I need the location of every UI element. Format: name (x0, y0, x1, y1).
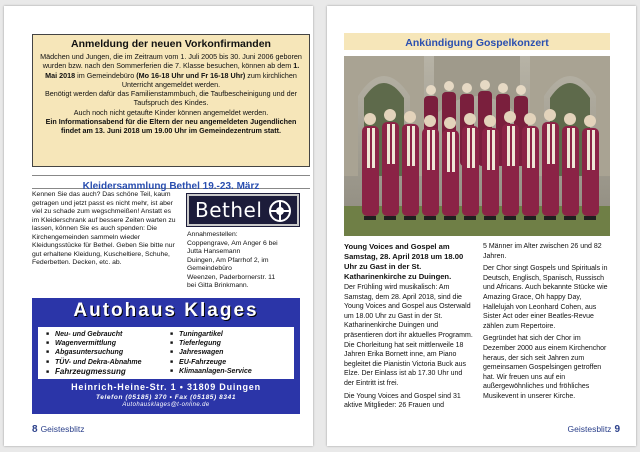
drop-off-line: Coppengrave, Am Anger 6 bei (187, 239, 278, 247)
clothing-collection-text: Kennen Sie das auch? Das schöne Teil, kaum getragen und jetzt passt es nicht mehr, ist aber viel zu schade zum wegschmeißen! Anstatt es im Kleiderschrank auf bessere Zeiten warten zu lassen, können Sie es auch spenden: Die Kirchengemeinden sammeln wieder Kleidungsstücke für Bethel. Geben Sie bitte nur gut erhaltene Kleidung, Kuscheltiere, Schuhe, Federbetten. Decken, etc. ab. (32, 191, 176, 266)
bethel-logo (187, 194, 299, 226)
service-item: ■ EU-Fahrzeuge (170, 358, 252, 367)
service-item: ■ Neu- und Gebraucht (46, 330, 142, 339)
announcement-paragraph-3: Benötigt werden dafür das Familienstammbuch, die Taufbescheinigung und der Taufspruch des Kindes. (45, 89, 297, 108)
article-paragraph: 5 Männer im Alter zwischen 26 und 82 Jahren. (483, 243, 602, 260)
article-column-2 (483, 242, 611, 405)
service-item: ■ TÜV- und Dekra-Abnahme (46, 358, 142, 367)
drop-off-line: Weenzen, Paderbornerstr. 11 (187, 273, 276, 281)
autohaus-address: Heinrich-Heine-Str. 1 • 31809 Duingen (71, 382, 261, 392)
services-column-2 (170, 330, 252, 376)
bethel-logo-text: Bethel (195, 198, 263, 222)
bethel-cross-icon (268, 199, 292, 223)
announcement-paragraph-1: Mädchen und Jungen, die im Zeitraum vom 1. Juli 2005 bis 30. Juni 2006 geboren wurden bzw. nach den Sommerferien die 7. Klasse besuchen, können ab dem 1. Mai 2018 im Gemeindebüro (Mo 16-18 Uhr und Fr 16-18 Uhr) zum kirchlichen Unterricht angemeldet werden. (40, 52, 302, 89)
left-page (4, 6, 313, 446)
page-number: 9 (614, 424, 620, 435)
service-item: ■ Jahreswagen (170, 348, 252, 357)
announcement-info-evening: Ein Informationsabend für die Eltern der neu angemeldeten Jugendlichen findet am 13. Juni 2018 um 19.00 Uhr im Gemeindezentrum statt. (45, 117, 297, 136)
choir-photo (344, 56, 610, 236)
clothing-collection-heading: Kleidersammlung Bethel 19.-23. März (32, 175, 310, 189)
article-lead: Young Voices and Gospel am Samstag, 28. April 2018 um 18.00 Uhr zu Gast in der St. Katharinenkirche zu Duingen. (344, 242, 464, 281)
confirmation-announcement-box (32, 34, 310, 167)
drop-off-line: Duingen, Am Pfarrhof 2, im (187, 256, 269, 264)
announcement-paragraph-4: Auch noch nicht getaufte Kinder können angemeldet werden. (73, 107, 269, 117)
right-page (327, 6, 636, 446)
services-column-1 (46, 330, 142, 377)
left-footer (32, 424, 85, 435)
article-paragraph: Der Frühling wird musikalisch: Am Samstag, dem 28. April 2018, sind die Young Voices and Gospel aus Osterwald um 18.00 Uhr zu Gast in der St. Katharinenkirche Duingen und präsentieren dort ihr aktuelles Programm. Die Chorleitung hat seit mittlerweile 18 Jahren Erika Bornett inne, am Piano begleitet die Pianistin Victoria Buck aus Elze. Der Einlass ist ab 17.30 Uhr und der Eintritt ist frei. (344, 284, 473, 387)
service-item: ■ Tieferlegung (170, 339, 252, 348)
article-paragraph: Die Young Voices and Gospel sind 31 aktive Mitglieder: 26 Frauen und (344, 392, 461, 410)
footer-label: Geistesblitz (40, 424, 85, 434)
page-number: 8 (32, 424, 38, 435)
autohaus-advertisement (32, 298, 300, 414)
article-paragraph: Der Chor singt Gospels und Spirituals in Deutsch, Englisch, Spanisch, Russisch und Africans. Auch bekannte Stücke wie Amazing Grace, Oh happy Day, Hallelujah von Leonhard Cohen, aus Sister Act oder einer Beatles-Revue zählen zum Repertoire. (483, 265, 608, 330)
autohaus-email: Autohausklages@t-online.de (122, 402, 210, 408)
autohaus-phone: Telefon (05185) 370 • Fax (05185) 8341 (95, 394, 237, 401)
footer-label: Geistesblitz (567, 424, 612, 434)
right-footer (568, 424, 621, 435)
article-paragraph: Gegründet hat sich der Chor im Dezember 2000 aus einem Kirchenchor heraus, der sich seit Jahren zum gemeinsamen Gospelsingen getroffen hat. Wir freuen uns auf ein außergewöhnliches und fröhliches Musikevent in unserer Kirche. (483, 335, 607, 400)
drop-off-locations (187, 231, 311, 291)
service-item: ■ Wagenvermittlung (46, 339, 142, 348)
article-column-1 (344, 242, 474, 414)
autohaus-services-box (38, 327, 294, 379)
drop-off-line: Jutta Hansemann (187, 248, 241, 255)
drop-off-line: Gemeindebüro (187, 265, 232, 272)
service-item: ■ Klimaanlagen-Service (170, 367, 252, 376)
autohaus-title: Autohaus Klages (73, 300, 259, 321)
drop-off-title: Annahmestellen: (187, 231, 238, 238)
gospel-concert-heading: Ankündigung Gospelkonzert (344, 33, 610, 50)
drop-off-line: bei Gitta Brinkmann. (187, 282, 249, 289)
service-item: ■ Tuningartikel (170, 330, 252, 339)
service-item: ■ Fahrzeugmessung (46, 367, 142, 377)
announcement-title: Anmeldung der neuen Vorkonfirmanden (71, 38, 271, 50)
choir-photo-illustration (344, 56, 610, 236)
service-item: ■ Abgasuntersuchung (46, 348, 142, 357)
